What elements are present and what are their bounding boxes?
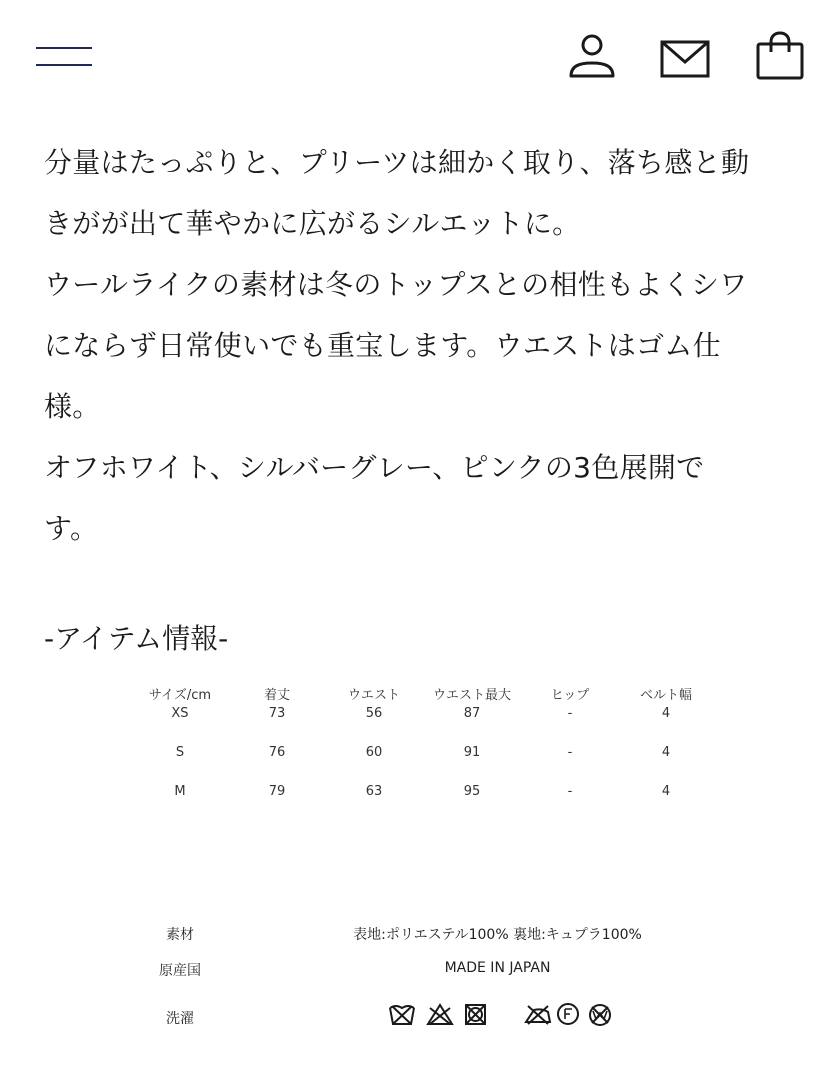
description-line: 分量はたっぷりと、プリーツは細かく取り、落ち感と動 bbox=[44, 146, 750, 179]
header-cell: サイズ/cm bbox=[148, 688, 212, 703]
table-row bbox=[130, 745, 730, 765]
table-cell: 91 bbox=[463, 745, 481, 760]
table-cell: 4 bbox=[661, 745, 671, 760]
site-header bbox=[0, 0, 838, 110]
care-symbols bbox=[388, 1002, 628, 1028]
table-cell: M bbox=[174, 784, 186, 799]
description-line: きがが出て華やかに広がるシルエットに。 bbox=[44, 207, 581, 240]
description-line: す。 bbox=[44, 512, 99, 545]
item-info-title: -アイテム情報- bbox=[44, 622, 229, 655]
table-cell: 73 bbox=[268, 706, 286, 721]
table-cell: 4 bbox=[661, 706, 671, 721]
no-tumble-dry-icon bbox=[466, 1005, 485, 1024]
no-wet-clean-icon bbox=[590, 1005, 610, 1025]
origin-value: MADE IN JAPAN bbox=[444, 960, 551, 976]
header-cell: ベルト幅 bbox=[639, 688, 692, 703]
table-cell: - bbox=[567, 706, 573, 721]
no-iron-icon bbox=[526, 1006, 550, 1024]
table-cell: XS bbox=[171, 706, 189, 721]
table-cell: 60 bbox=[365, 745, 383, 760]
table-cell: 4 bbox=[661, 784, 671, 799]
description-line: オフホワイト、シルバーグレー、ピンクの3色展開で bbox=[44, 451, 705, 484]
table-cell: - bbox=[567, 784, 573, 799]
table-row bbox=[130, 784, 730, 804]
header-cell: 着丈 bbox=[263, 688, 290, 703]
material-label: 素材 bbox=[166, 927, 194, 943]
description-line: 様。 bbox=[44, 390, 101, 423]
table-cell: S bbox=[175, 745, 185, 760]
product-description bbox=[44, 132, 804, 559]
table-cell: - bbox=[567, 745, 573, 760]
size-table-header bbox=[130, 684, 730, 704]
table-cell: 76 bbox=[268, 745, 286, 760]
hamburger-menu-icon[interactable] bbox=[34, 42, 94, 72]
table-cell: 79 bbox=[268, 784, 286, 799]
shopping-bag-icon[interactable] bbox=[753, 30, 807, 84]
mail-icon[interactable] bbox=[658, 30, 712, 84]
menu-line-bottom bbox=[36, 64, 92, 66]
header-cell: ウエスト bbox=[347, 688, 400, 703]
description-line: ウールライクの素材は冬のトップスとの相性もよくシワ bbox=[44, 268, 748, 301]
no-bleach-icon bbox=[428, 1005, 452, 1024]
table-row bbox=[130, 706, 730, 726]
table-cell: 95 bbox=[463, 784, 481, 799]
user-icon[interactable] bbox=[565, 30, 619, 84]
dry-clean-f-icon bbox=[558, 1004, 578, 1024]
table-cell: 56 bbox=[365, 706, 383, 721]
material-value: 表地:ポリエステル100% 裏地:キュプラ100% bbox=[353, 927, 642, 943]
header-cell: ウエスト最大 bbox=[432, 688, 511, 703]
menu-line-top bbox=[36, 47, 92, 49]
washing-label: 洗濯 bbox=[166, 1011, 194, 1027]
no-wash-icon bbox=[390, 1006, 414, 1024]
table-cell: 87 bbox=[463, 706, 481, 721]
description-line: にならず日常使いでも重宝します。ウエストはゴム仕 bbox=[44, 329, 721, 362]
header-cell: ヒップ bbox=[550, 688, 590, 703]
table-cell: 63 bbox=[365, 784, 383, 799]
origin-label: 原産国 bbox=[159, 963, 201, 979]
